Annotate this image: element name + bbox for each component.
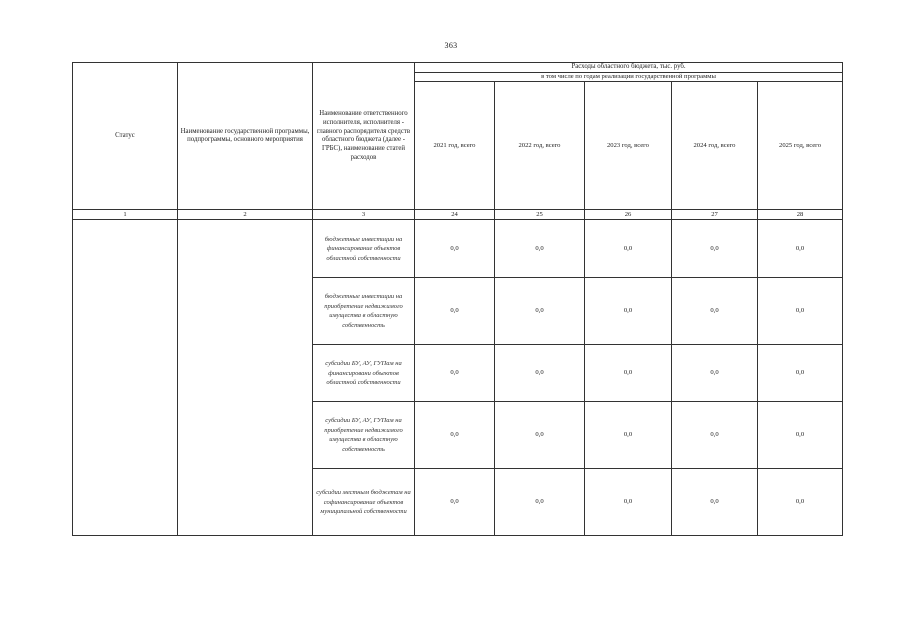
value-2023: 0,0 [585, 402, 672, 469]
value-2021: 0,0 [415, 220, 495, 278]
value-2025: 0,0 [758, 345, 843, 402]
column-number: 26 [585, 210, 672, 220]
header-executor: Наименование ответственного исполнителя, исполнителя - главного распорядителя средств областного бюджета (далее - ГРБС), наименование статей расходов [313, 63, 415, 210]
column-number: 25 [495, 210, 585, 220]
value-2024: 0,0 [672, 345, 758, 402]
value-2021: 0,0 [415, 278, 495, 345]
column-number: 3 [313, 210, 415, 220]
value-2024: 0,0 [672, 469, 758, 536]
value-2023: 0,0 [585, 345, 672, 402]
budget-table [72, 62, 843, 536]
expense-item-label: субсидии местным бюджетам на софинансирование объектов муниципальной собственности [313, 469, 415, 536]
expense-item-label: субсидии БУ, АУ, ГУПам на финансировани объектов областной собственности [313, 345, 415, 402]
value-2022: 0,0 [495, 345, 585, 402]
column-number: 2 [178, 210, 313, 220]
value-2022: 0,0 [495, 469, 585, 536]
table-row [73, 220, 843, 278]
expense-item-label: субсидии БУ, АУ, ГУПам на приобретение недвижимого имущества в областную собственность [313, 402, 415, 469]
value-2024: 0,0 [672, 278, 758, 345]
header-budget-title: Расходы областного бюджета, тыс. руб. [415, 63, 843, 73]
page-number: 363 [444, 41, 458, 50]
program-cell [178, 220, 313, 536]
status-cell [73, 220, 178, 536]
value-2021: 0,0 [415, 402, 495, 469]
expense-item-label: бюджетные инвестиции на финансирование объектов областной собственности [313, 220, 415, 278]
header-program: Наименование государственной программы, подпрограммы, основного мероприятия [178, 63, 313, 210]
value-2021: 0,0 [415, 469, 495, 536]
value-2024: 0,0 [672, 220, 758, 278]
value-2023: 0,0 [585, 469, 672, 536]
header-year-2024: 2024 год, всего [672, 82, 758, 210]
header-year-2021: 2021 год, всего [415, 82, 495, 210]
column-number: 1 [73, 210, 178, 220]
value-2025: 0,0 [758, 278, 843, 345]
header-year-2022: 2022 год, всего [495, 82, 585, 210]
value-2025: 0,0 [758, 402, 843, 469]
value-2022: 0,0 [495, 402, 585, 469]
value-2023: 0,0 [585, 278, 672, 345]
value-2022: 0,0 [495, 278, 585, 345]
column-number: 24 [415, 210, 495, 220]
header-year-2025: 2025 год, всего [758, 82, 843, 210]
header-years-subtitle: в том числе по годам реализации государственной программы [415, 73, 843, 82]
value-2025: 0,0 [758, 469, 843, 536]
header-year-2023: 2023 год, всего [585, 82, 672, 210]
value-2025: 0,0 [758, 220, 843, 278]
column-number-row [73, 210, 843, 220]
value-2024: 0,0 [672, 402, 758, 469]
value-2021: 0,0 [415, 345, 495, 402]
value-2023: 0,0 [585, 220, 672, 278]
column-number: 27 [672, 210, 758, 220]
header-status: Статус [73, 63, 178, 210]
value-2022: 0,0 [495, 220, 585, 278]
expense-item-label: бюджетные инвестиции на приобретение недвижимого имущества в областную собственность [313, 278, 415, 345]
column-number: 28 [758, 210, 843, 220]
